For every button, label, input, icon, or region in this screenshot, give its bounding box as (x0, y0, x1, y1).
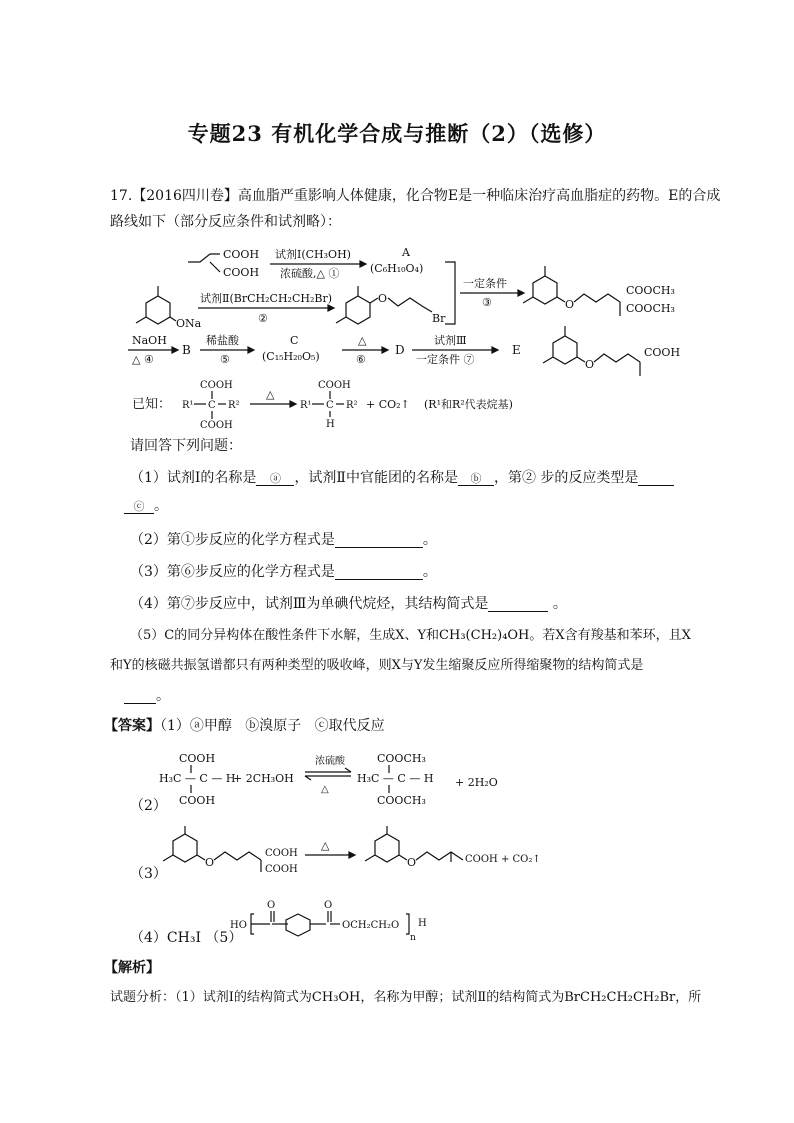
eq3-condition: △ (321, 839, 330, 852)
step-2-number: ② (258, 312, 268, 325)
q4-period: 。 (552, 596, 567, 612)
bromopropyl-ether-structure (336, 286, 446, 325)
compound-a-label: A (402, 246, 410, 259)
polymer-n: n (410, 933, 416, 943)
polymer-chain: OCH₂CH₂O (342, 920, 400, 931)
compound-a-formula: (C₆H₁₀O₄) (370, 262, 424, 275)
eq2-condition-bottom: △ (321, 784, 329, 795)
condition-4-label: △ ④ (132, 353, 154, 366)
condition-6-label: △ (358, 334, 367, 347)
eq3-product: COOH + CO₂↑ (465, 854, 541, 865)
q2-blank (335, 535, 423, 548)
compound-c-formula: (C₁₅H₂₀O₅) (262, 350, 320, 363)
answer-line-1 (104, 716, 704, 736)
answer-label: 【答案】 (104, 718, 160, 734)
eq2-ester-bottom: COOCH₃ (377, 794, 426, 807)
q3-text: （3）第⑥步反应的化学方程式是 (130, 564, 335, 580)
merge-bracket (445, 262, 455, 324)
ester-bottom-label: COOCH₃ (626, 302, 675, 315)
compound-d-label: D (395, 343, 405, 357)
diester-product-structure (523, 266, 675, 316)
ether-o-label: O (565, 298, 575, 311)
known-co2: + CO₂↑ (366, 398, 410, 411)
page-title: 专题23 有机化学合成与推断（2）（选修） (187, 121, 607, 146)
e-cooh-label: COOH (644, 346, 681, 359)
analysis-label: 【解析】 (104, 960, 160, 976)
reaction-arrow-1 (270, 247, 366, 280)
prompt-line: 请回答下列问题： (130, 438, 242, 454)
br-label: Br (432, 312, 446, 325)
eq2-cooh-top: COOH (179, 752, 216, 765)
answer-1-label: （1） (160, 718, 190, 734)
compound-e-structure (543, 326, 680, 376)
eq2-ester-top: COOCH₃ (377, 752, 426, 765)
answer-2-equation (155, 748, 515, 832)
q4-line (130, 594, 730, 614)
q3-period: 。 (422, 564, 437, 580)
answer-3-label: （3） (130, 866, 167, 882)
known-cooh-top: COOH (200, 380, 233, 391)
q5-period: 。 (156, 688, 170, 704)
q5-blank (124, 691, 156, 704)
q1-text-a: （1）试剂Ⅰ的名称是 (130, 470, 257, 486)
reagent-1-label: 试剂Ⅰ(CH₃OH) (275, 248, 351, 261)
known-product-r2: R² (346, 400, 358, 411)
known-product (300, 380, 358, 430)
eq3-cooh-bottom: COOH (265, 864, 298, 875)
known-product-cooh: COOH (318, 380, 351, 391)
known-c: C (208, 400, 216, 411)
reagent-3-label: 试剂Ⅲ (434, 334, 467, 347)
compound-b-label: B (182, 343, 191, 357)
condition-3-label: 一定条件 (463, 277, 507, 290)
eq2-right: H₃C — C — H (357, 772, 434, 785)
step-5-number: ⑤ (220, 353, 230, 366)
q1-end: 。 (154, 498, 168, 514)
cooh-top-label: COOH (223, 248, 260, 261)
q5-line-1: （5）C的同分异构体在酸性条件下水解，生成X、Y和CH₃(CH₂)₄OH。若X含有羧基和苯环，且X (130, 628, 691, 643)
reaction-arrow-5 (200, 333, 254, 366)
answer-4-5-label: （4）CH₃I （5） (130, 930, 243, 946)
q4-blank (488, 599, 548, 612)
methylmalonic-acid-structure (188, 248, 259, 279)
q2-text: （2）第①步反应的化学方程式是 (130, 532, 335, 548)
condition-7-label: 一定条件 ⑦ (416, 353, 475, 366)
question-intro-2: 路线如下（部分反应条件和试剂略）： (110, 214, 341, 230)
compound-c-label: C (290, 334, 299, 347)
naoh-label: NaOH (132, 334, 167, 347)
q3-blank (335, 567, 423, 580)
answer-1b: ⓑ溴原子 (245, 718, 302, 734)
known-product-h: H (326, 419, 335, 430)
q1-text-c: ，第② 步的反应类型是 (493, 470, 639, 486)
answer-1a: ⓐ甲醇 (189, 718, 232, 734)
analysis-text: 试题分析：（1）试剂Ⅰ的结构简式为CH₃OH，名称为甲醇；试剂Ⅱ的结构简式为BrCH₂CH₂CH₂Br，所 (110, 990, 702, 1005)
blank-c-start (638, 473, 674, 486)
question-source: 【2016四川卷】 (132, 188, 238, 204)
known-cooh-bottom: COOH (200, 420, 233, 431)
blank-c: ⓒ (124, 501, 154, 514)
eq2-cooh-bottom: COOH (179, 794, 216, 807)
q1-line-2 (124, 496, 724, 516)
cooh-bottom-label: COOH (223, 266, 260, 279)
dilute-hcl-label: 稀盐酸 (206, 334, 239, 347)
step-6-number: ⑥ (356, 353, 366, 366)
q2-line (130, 530, 730, 550)
blank-b: ⓑ (458, 473, 494, 486)
step-3-number: ③ (482, 296, 492, 309)
known-delta: △ (266, 388, 275, 401)
polymer-ho: HO (230, 920, 247, 931)
sodium-phenoxide-structure (136, 286, 202, 330)
q3-line (130, 562, 730, 582)
eq2-condition-top: 浓硫酸 (315, 756, 345, 767)
q1-text-b: ，试剂Ⅱ中官能团的名称是 (294, 470, 458, 486)
answer-3-equation (155, 822, 595, 890)
polymer-h: H (418, 918, 427, 929)
known-reactant (182, 380, 240, 431)
eq3-o-left: O (205, 856, 215, 869)
blank-a: ⓐ (256, 473, 294, 486)
question-intro-line-1 (110, 186, 721, 206)
known-label: 已知： (132, 397, 172, 412)
known-note: (R¹和R²代表烷基) (424, 398, 513, 411)
ether-o-label-2: O (378, 292, 388, 305)
q2-period: 。 (422, 532, 437, 548)
ether-o-label-3: O (585, 358, 595, 371)
eq2-plus-methanol: + 2CH₃OH (233, 772, 294, 785)
polymer-structure (226, 894, 476, 950)
reaction-arrow-6 (342, 334, 388, 366)
question-number: 17. (110, 188, 133, 204)
ester-top-label: COOCH₃ (626, 284, 675, 297)
known-product-c: C (326, 400, 334, 411)
question-intro-1: 高血脂严重影响人体健康，化合物E是一种临床治疗高血脂症的药物。E的合成 (237, 188, 721, 204)
compound-e-label: E (512, 343, 521, 357)
known-r2: R² (228, 400, 240, 411)
ona-label: ONa (176, 317, 202, 330)
known-arrow (250, 388, 296, 407)
reagent-2-label: 试剂Ⅱ(BrCH₂CH₂CH₂Br) (200, 292, 332, 305)
answer-1c: ⓒ取代反应 (314, 718, 385, 734)
polymer-carbonyl-o-1: O (267, 900, 276, 911)
synthesis-scheme (120, 232, 720, 432)
reaction-arrow-7 (412, 333, 498, 366)
answer-2-label: （2） (130, 798, 167, 814)
condition-1-label: 浓硫酸,△ ① (280, 267, 340, 280)
reaction-arrow-3 (460, 276, 524, 309)
known-r1: R¹ (182, 400, 194, 411)
q4-text: （4）第⑦步反应中，试剂Ⅲ为单碘代烷烃，其结构简式是 (130, 596, 489, 612)
q1-line (130, 468, 730, 488)
q5-line-3 (124, 686, 724, 706)
reaction-arrow-4 (128, 334, 178, 366)
eq3-cooh-top: COOH (265, 848, 298, 859)
eq3-o-right: O (407, 856, 417, 869)
eq2-plus-water: + 2H₂O (455, 776, 498, 789)
eq2-left: H₃C — C — H (159, 772, 236, 785)
q5-line-2: 和Y的核磁共振氢谱都只有两种类型的吸收峰，则X与Y发生缩聚反应所得缩聚物的结构简式是 (110, 658, 644, 673)
reaction-arrow-2 (198, 291, 334, 325)
known-product-r1: R¹ (300, 400, 312, 411)
polymer-carbonyl-o-2: O (324, 900, 333, 911)
